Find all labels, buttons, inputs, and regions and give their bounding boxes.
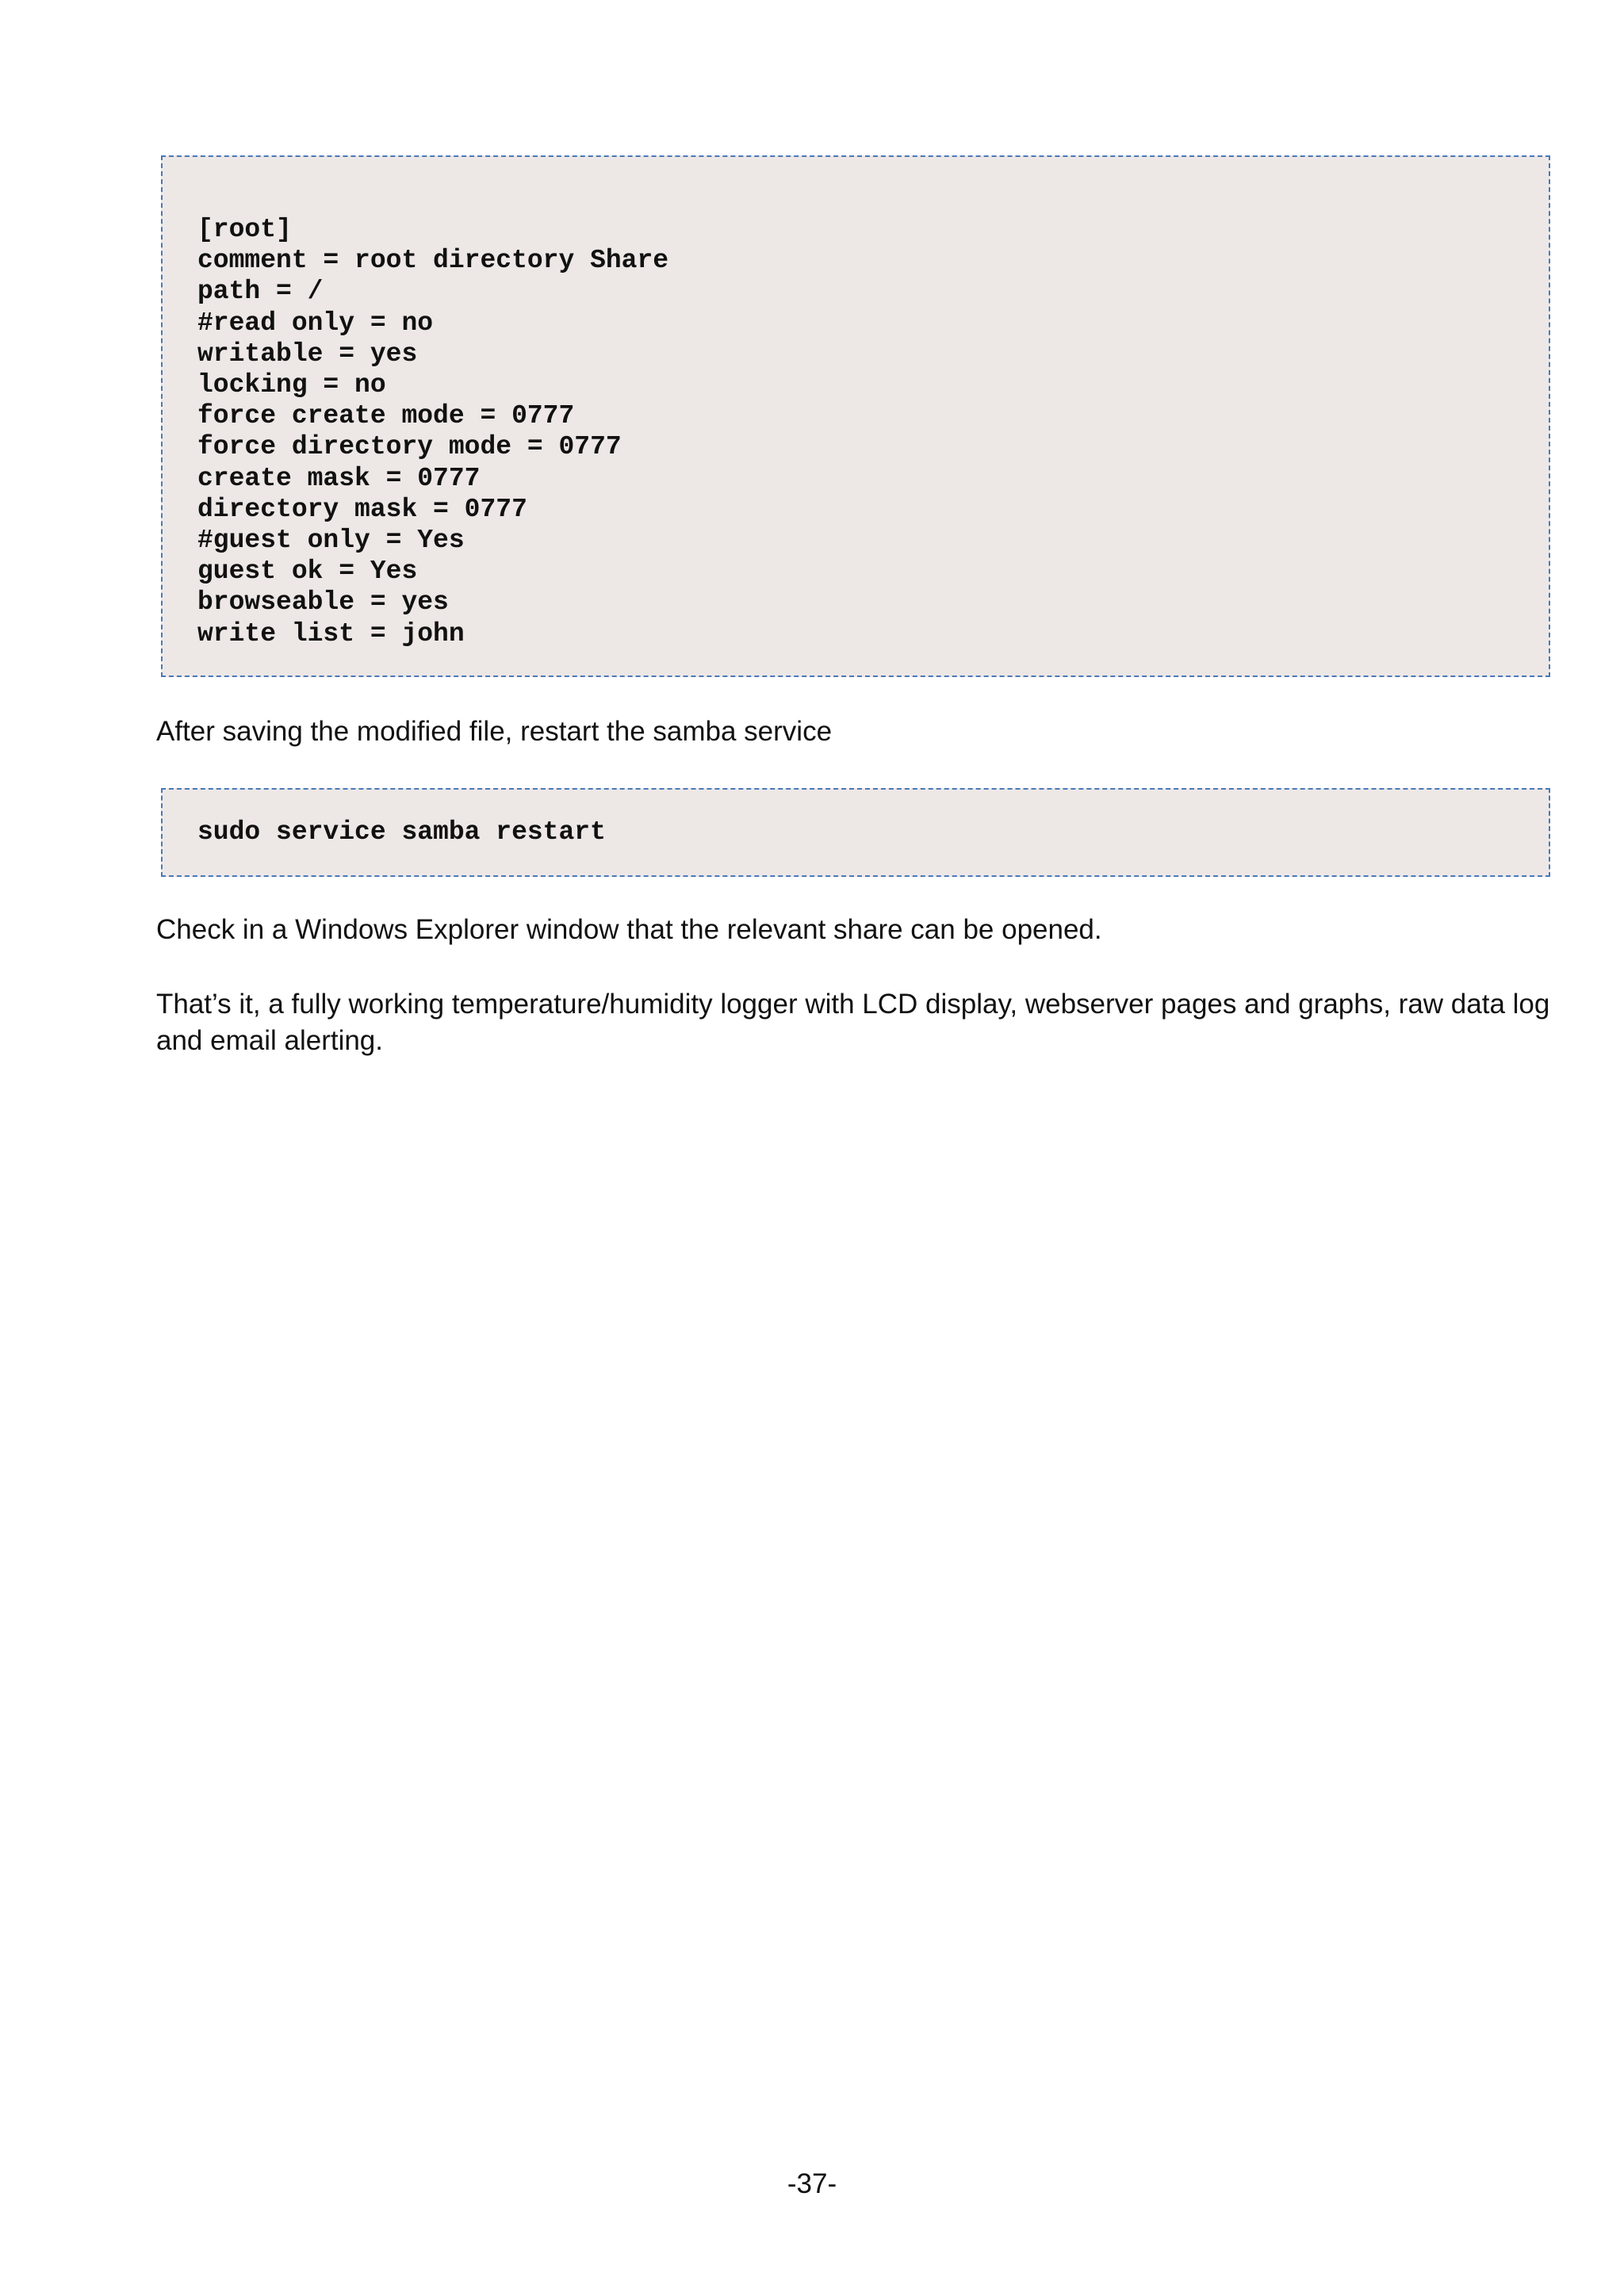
code-line: force create mode = 0777	[197, 401, 575, 431]
code-line: comment = root directory Share	[197, 246, 669, 276]
code-line: path = /	[197, 277, 324, 307]
check-share-paragraph: Check in a Windows Explorer window that the relevant share can be opened.	[156, 914, 1102, 945]
code-line: directory mask = 0777	[197, 494, 527, 524]
code-line: guest ok = Yes	[197, 557, 418, 587]
page-number: -37-	[787, 2168, 837, 2199]
samba-config-code-block	[161, 155, 1550, 677]
code-line: #read only = no	[197, 308, 434, 338]
restart-command-code-block	[161, 788, 1550, 877]
summary-paragraph: That’s it, a fully working temperature/humidity logger with LCD display, webserver pages and graphs, raw data log and email alerting.	[156, 989, 1550, 1056]
code-line: force directory mode = 0777	[197, 432, 622, 462]
code-line: browseable = yes	[197, 587, 449, 618]
code-line: [root]	[197, 215, 292, 244]
restart-instruction-paragraph: After saving the modified file, restart the samba service	[156, 716, 833, 747]
code-line: locking = no	[197, 370, 386, 400]
code-line: write list = john	[197, 618, 465, 649]
restart-command: sudo service samba restart	[197, 817, 606, 847]
code-line: #guest only = Yes	[197, 526, 465, 556]
code-line: writable = yes	[197, 339, 418, 369]
code-line: create mask = 0777	[197, 463, 481, 493]
